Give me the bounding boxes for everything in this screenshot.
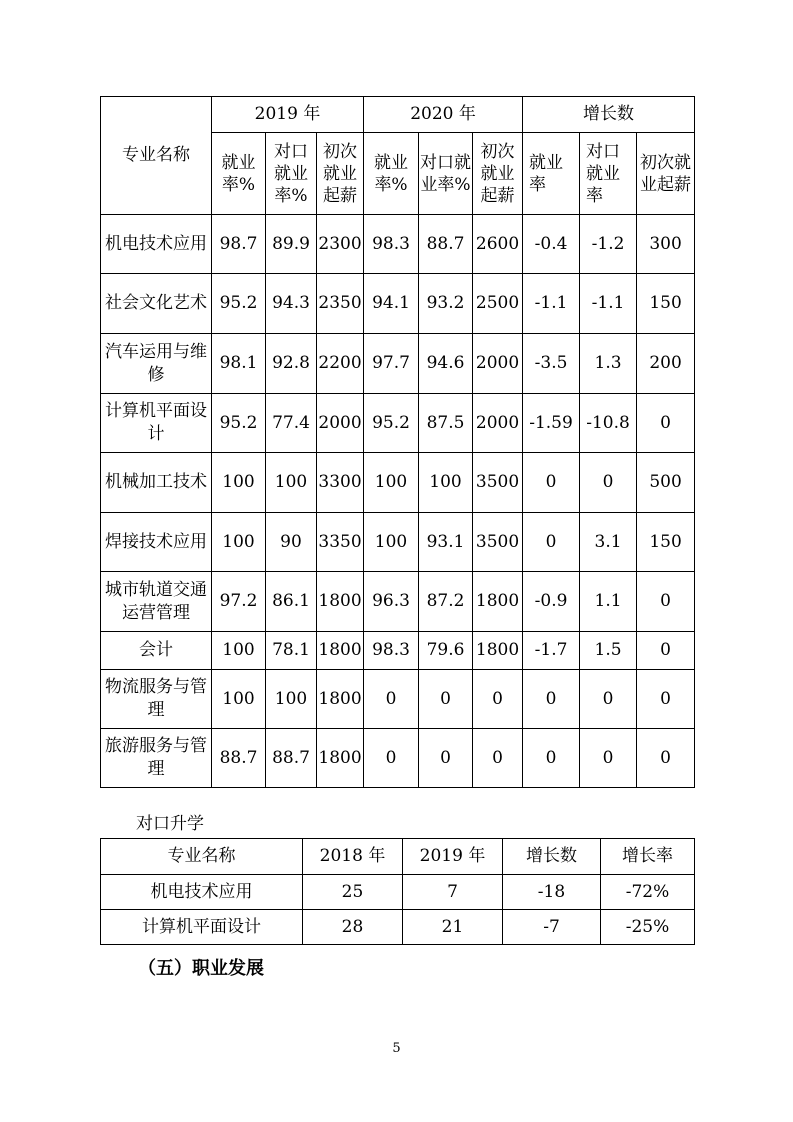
employment-table (100, 96, 695, 788)
value-cell: 0 (523, 453, 580, 513)
value-cell: -1.1 (523, 274, 580, 334)
value-cell: 88.7 (266, 729, 317, 788)
subheader-2019-employment-rate: 就业率% (212, 133, 266, 215)
value-cell: 0 (580, 453, 637, 513)
value-cell: 0 (523, 670, 580, 729)
value-cell: 1.5 (580, 632, 637, 670)
shengxue-header-growth: 增长数 (503, 839, 601, 875)
shengxue-header-major: 专业名称 (101, 839, 303, 875)
value-cell: 100 (212, 513, 266, 572)
value-cell: 100 (419, 453, 473, 513)
value-cell: 150 (637, 274, 695, 334)
value-cell: -1.59 (523, 394, 580, 453)
subheader-growth-employment-rate: 就业率 (523, 133, 580, 215)
table-row (101, 875, 695, 910)
value-cell: 0 (580, 670, 637, 729)
shengxue-header-2019: 2019 年 (403, 839, 503, 875)
value-cell: 97.2 (212, 572, 266, 632)
major-name-cell: 物流服务与管理 (101, 670, 212, 729)
value-cell: 87.2 (419, 572, 473, 632)
value-cell: 98.1 (212, 334, 266, 394)
value-cell: 98.3 (364, 215, 419, 274)
value-cell: -1.7 (523, 632, 580, 670)
value-cell: 0 (637, 572, 695, 632)
table-row (101, 274, 695, 334)
value-cell: 300 (637, 215, 695, 274)
value-cell: 2200 (317, 334, 364, 394)
major-name-cell: 城市轨道交通运营管理 (101, 572, 212, 632)
value-cell: 94.1 (364, 274, 419, 334)
value-cell: -0.9 (523, 572, 580, 632)
header-major-name: 专业名称 (101, 97, 212, 215)
value-cell: 500 (637, 453, 695, 513)
table-row (101, 632, 695, 670)
value-cell: 0 (364, 670, 419, 729)
value-cell: 7 (403, 875, 503, 910)
subheader-2020-matched-rate: 对口就业率% (419, 133, 473, 215)
value-cell: -18 (503, 875, 601, 910)
value-cell: -3.5 (523, 334, 580, 394)
major-name-cell: 焊接技术应用 (101, 513, 212, 572)
section-heading: （五）职业发展 (138, 958, 264, 979)
table-row (101, 453, 695, 513)
value-cell: 96.3 (364, 572, 419, 632)
value-cell: -25% (601, 910, 695, 945)
subheader-growth-matched-rate: 对口就业率 (580, 133, 637, 215)
value-cell: 0 (473, 670, 523, 729)
value-cell: 1.3 (580, 334, 637, 394)
subheader-2019-matched-rate: 对口就业率% (266, 133, 317, 215)
value-cell: -1.1 (580, 274, 637, 334)
value-cell: 0 (637, 670, 695, 729)
table-row (101, 910, 695, 945)
value-cell: 1800 (473, 572, 523, 632)
value-cell: 2000 (473, 394, 523, 453)
page-number: 5 (392, 1041, 401, 1056)
value-cell: 2600 (473, 215, 523, 274)
major-name-cell: 旅游服务与管理 (101, 729, 212, 788)
value-cell: 3.1 (580, 513, 637, 572)
value-cell: 94.6 (419, 334, 473, 394)
value-cell: 0 (364, 729, 419, 788)
shengxue-header-growth-rate: 增长率 (601, 839, 695, 875)
value-cell: 93.2 (419, 274, 473, 334)
value-cell: 88.7 (419, 215, 473, 274)
shengxue-header-2018: 2018 年 (303, 839, 403, 875)
table-row (101, 670, 695, 729)
value-cell: 3500 (473, 513, 523, 572)
value-cell: 0 (523, 729, 580, 788)
major-name-cell: 机械加工技术 (101, 453, 212, 513)
major-name-cell: 计算机平面设计 (101, 910, 303, 945)
value-cell: 0 (419, 729, 473, 788)
value-cell: 89.9 (266, 215, 317, 274)
value-cell: 1800 (473, 632, 523, 670)
subheader-2019-starting-salary: 初次就业起薪 (317, 133, 364, 215)
value-cell: 98.3 (364, 632, 419, 670)
value-cell: 1.1 (580, 572, 637, 632)
header-year-2019: 2019 年 (212, 97, 364, 133)
shengxue-table (100, 838, 695, 945)
value-cell: 77.4 (266, 394, 317, 453)
value-cell: 3300 (317, 453, 364, 513)
value-cell: -10.8 (580, 394, 637, 453)
value-cell: 95.2 (364, 394, 419, 453)
table-row (101, 513, 695, 572)
value-cell: 86.1 (266, 572, 317, 632)
value-cell: 88.7 (212, 729, 266, 788)
value-cell: 1800 (317, 572, 364, 632)
value-cell: 100 (212, 670, 266, 729)
value-cell: 2000 (317, 394, 364, 453)
value-cell: 97.7 (364, 334, 419, 394)
major-name-cell: 计算机平面设计 (101, 394, 212, 453)
value-cell: 100 (266, 670, 317, 729)
value-cell: 2000 (473, 334, 523, 394)
value-cell: 0 (473, 729, 523, 788)
value-cell: 1800 (317, 632, 364, 670)
value-cell: 93.1 (419, 513, 473, 572)
value-cell: 79.6 (419, 632, 473, 670)
table-row (101, 729, 695, 788)
value-cell: 78.1 (266, 632, 317, 670)
major-name-cell: 机电技术应用 (101, 875, 303, 910)
value-cell: 92.8 (266, 334, 317, 394)
value-cell: -72% (601, 875, 695, 910)
table-row (101, 215, 695, 274)
value-cell: 100 (212, 453, 266, 513)
value-cell: 1800 (317, 670, 364, 729)
value-cell: 2300 (317, 215, 364, 274)
subheader-2020-employment-rate: 就业率% (364, 133, 419, 215)
value-cell: 100 (364, 513, 419, 572)
value-cell: 0 (580, 729, 637, 788)
value-cell: 3500 (473, 453, 523, 513)
major-name-cell: 会计 (101, 632, 212, 670)
shengxue-caption: 对口升学 (136, 814, 204, 834)
value-cell: 100 (364, 453, 419, 513)
value-cell: 0 (637, 729, 695, 788)
value-cell: 200 (637, 334, 695, 394)
value-cell: 28 (303, 910, 403, 945)
value-cell: 100 (266, 453, 317, 513)
value-cell: 21 (403, 910, 503, 945)
value-cell: 25 (303, 875, 403, 910)
value-cell: 98.7 (212, 215, 266, 274)
table-row (101, 334, 695, 394)
value-cell: 87.5 (419, 394, 473, 453)
header-year-2020: 2020 年 (364, 97, 523, 133)
value-cell: 2500 (473, 274, 523, 334)
value-cell: 1800 (317, 729, 364, 788)
header-growth: 增长数 (523, 97, 695, 133)
major-name-cell: 机电技术应用 (101, 215, 212, 274)
subheader-2020-starting-salary: 初次就业起薪 (473, 133, 523, 215)
value-cell: 150 (637, 513, 695, 572)
value-cell: 100 (212, 632, 266, 670)
table-row (101, 394, 695, 453)
value-cell: -7 (503, 910, 601, 945)
value-cell: -1.2 (580, 215, 637, 274)
table-row (101, 572, 695, 632)
value-cell: 0 (637, 632, 695, 670)
value-cell: 0 (419, 670, 473, 729)
subheader-growth-starting-salary: 初次就业起薪 (637, 133, 695, 215)
value-cell: 3350 (317, 513, 364, 572)
value-cell: 90 (266, 513, 317, 572)
value-cell: 0 (637, 394, 695, 453)
value-cell: 95.2 (212, 274, 266, 334)
value-cell: 95.2 (212, 394, 266, 453)
major-name-cell: 社会文化艺术 (101, 274, 212, 334)
value-cell: -0.4 (523, 215, 580, 274)
major-name-cell: 汽车运用与维修 (101, 334, 212, 394)
value-cell: 2350 (317, 274, 364, 334)
value-cell: 94.3 (266, 274, 317, 334)
value-cell: 0 (523, 513, 580, 572)
